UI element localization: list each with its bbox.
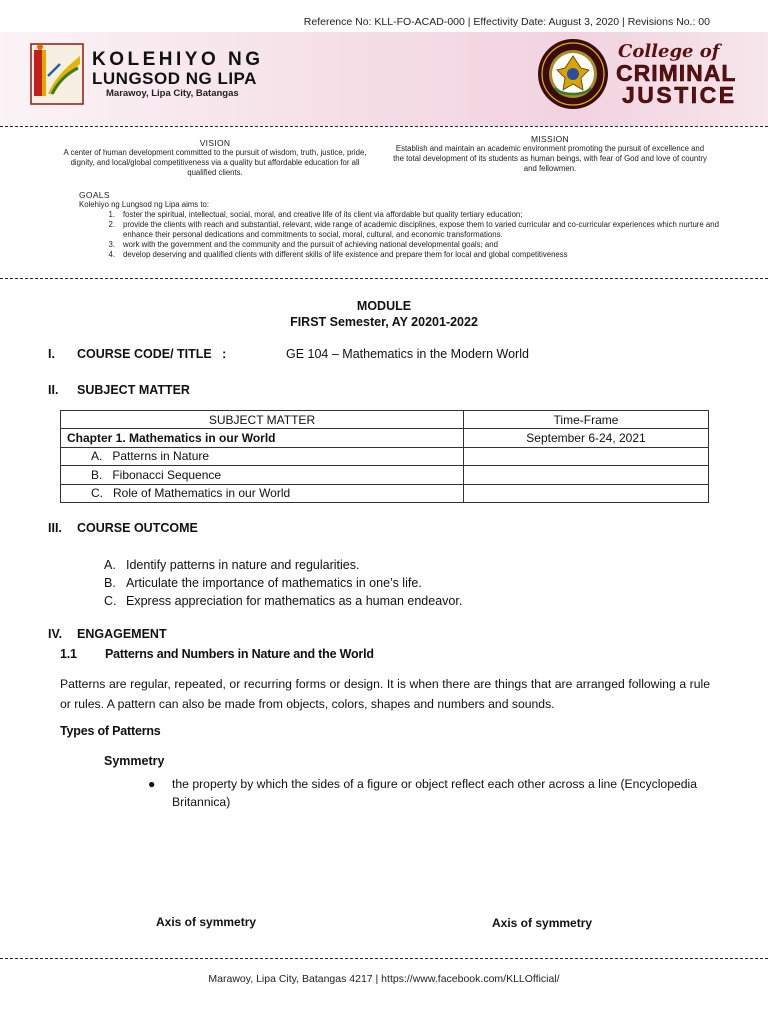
table-cell: Chapter 1. Mathematics in our World	[61, 429, 464, 447]
school-address: Marawoy, Lipa City, Batangas	[106, 88, 239, 99]
kll-seal-logo-icon	[30, 36, 84, 106]
vision-block	[60, 138, 370, 178]
college-title	[616, 42, 737, 106]
course-code-label: I. COURSE CODE/ TITLE :	[48, 347, 227, 361]
list-item: 2. provide the clients with reach and substantial, relevant, wide range of academic disciplines, expose them to varied curricular and co-curricular experiences which nurture and enhance their personal dedications and commitments to social, moral, cultural, and economic transformations.	[108, 220, 719, 239]
college-line2: CRIMINAL	[616, 60, 737, 86]
axis-label-left: Axis of symmetry	[156, 915, 257, 929]
goals-intro: Kolehiyo ng Lungsod ng Lipa aims to:	[79, 200, 210, 209]
table-row	[61, 484, 709, 502]
vision-text: A center of human development committed to the pursuit of wisdom, truth, justice, pride, dignity, and local/global competitiveness via a quality but affordable education for all qualified clients.	[63, 148, 367, 177]
section-course-outcome: III. COURSE OUTCOME	[48, 521, 198, 535]
course-code-value: GE 104 – Mathematics in the Modern World	[286, 347, 529, 361]
college-line1: College of	[618, 41, 720, 62]
table-cell: A. Patterns in Nature	[61, 447, 464, 465]
module-title: MODULE	[356, 299, 412, 313]
section-engagement: IV. ENGAGEMENT	[48, 627, 167, 641]
symmetry-heading: Symmetry	[104, 754, 165, 768]
mission-text: Establish and maintain an academic environment promoting the pursuit of excellence and the total development of its students as human beings, with fear of God and love of country and fellowmen.	[393, 144, 707, 173]
list-item: B. Articulate the importance of mathematics in one’s life.	[104, 576, 422, 590]
types-heading: Types of Patterns	[60, 724, 161, 738]
list-item: 3. work with the government and the community and the pursuit of achieving national developmental goals; and	[108, 240, 498, 249]
table-header: SUBJECT MATTER	[61, 411, 464, 429]
list-item: A. Identify patterns in nature and regularities.	[104, 558, 360, 572]
college-line3: JUSTICE	[622, 82, 737, 108]
mission-block	[390, 134, 710, 174]
list-item: C. Express appreciation for mathematics as a human endeavor.	[104, 594, 463, 608]
table-cell	[464, 466, 709, 484]
table-row	[61, 411, 709, 429]
subject-matter-table	[60, 410, 709, 503]
divider-middle	[0, 278, 768, 279]
footer-text: Marawoy, Lipa City, Batangas 4217 | https://www.facebook.com/KLLOfficial/	[208, 973, 560, 985]
section-subject-matter: II. SUBJECT MATTER	[48, 383, 190, 397]
goals-heading: GOALS	[79, 190, 110, 200]
list-item: 4. develop deserving and qualified clients with different skills of life existence and prepare them for local and global competitiveness	[108, 250, 568, 259]
goals-list	[79, 210, 729, 260]
axis-label-right: Axis of symmetry	[492, 916, 593, 930]
table-cell	[464, 484, 709, 502]
table-row	[61, 466, 709, 484]
outcome-list	[104, 556, 462, 610]
subsection-heading: 1.1 Patterns and Numbers in Nature and the World	[60, 647, 374, 661]
criminal-justice-seal-icon	[537, 38, 609, 110]
table-cell: C. Role of Mathematics in our World	[61, 484, 464, 502]
table-header: Time-Frame	[464, 411, 709, 429]
patterns-paragraph: Patterns are regular, repeated, or recurring forms or design. It is when there are things that are arranged following a rule or rules. A pattern can also be made from objects, colors, shapes and numbers and sounds.	[60, 677, 710, 711]
table-cell	[464, 447, 709, 465]
mission-heading: MISSION	[531, 134, 569, 144]
list-item: 1. foster the spiritual, intellectual, social, moral, and creative life of its client via affordable but quality tertiary education;	[108, 210, 523, 219]
goals-block	[79, 190, 729, 260]
module-semester: FIRST Semester, AY 20201-2022	[290, 315, 478, 329]
table-cell: September 6-24, 2021	[464, 429, 709, 447]
school-name-line1: KOLEHIYO NG	[92, 49, 264, 70]
table-row	[61, 429, 709, 447]
table-row	[61, 447, 709, 465]
reference-line: Reference No: KLL-FO-ACAD-000 | Effectivity Date: August 3, 2020 | Revisions No.: 00	[303, 16, 710, 28]
divider-bottom	[0, 958, 768, 959]
vision-heading: VISION	[199, 138, 231, 148]
divider-top	[0, 126, 768, 127]
table-cell: B. Fibonacci Sequence	[61, 466, 464, 484]
school-name-block	[92, 50, 264, 100]
bullet-icon: ●	[148, 777, 156, 791]
module-heading	[0, 298, 768, 330]
school-name-line2: LUNGSOD NG LIPA	[92, 69, 257, 88]
